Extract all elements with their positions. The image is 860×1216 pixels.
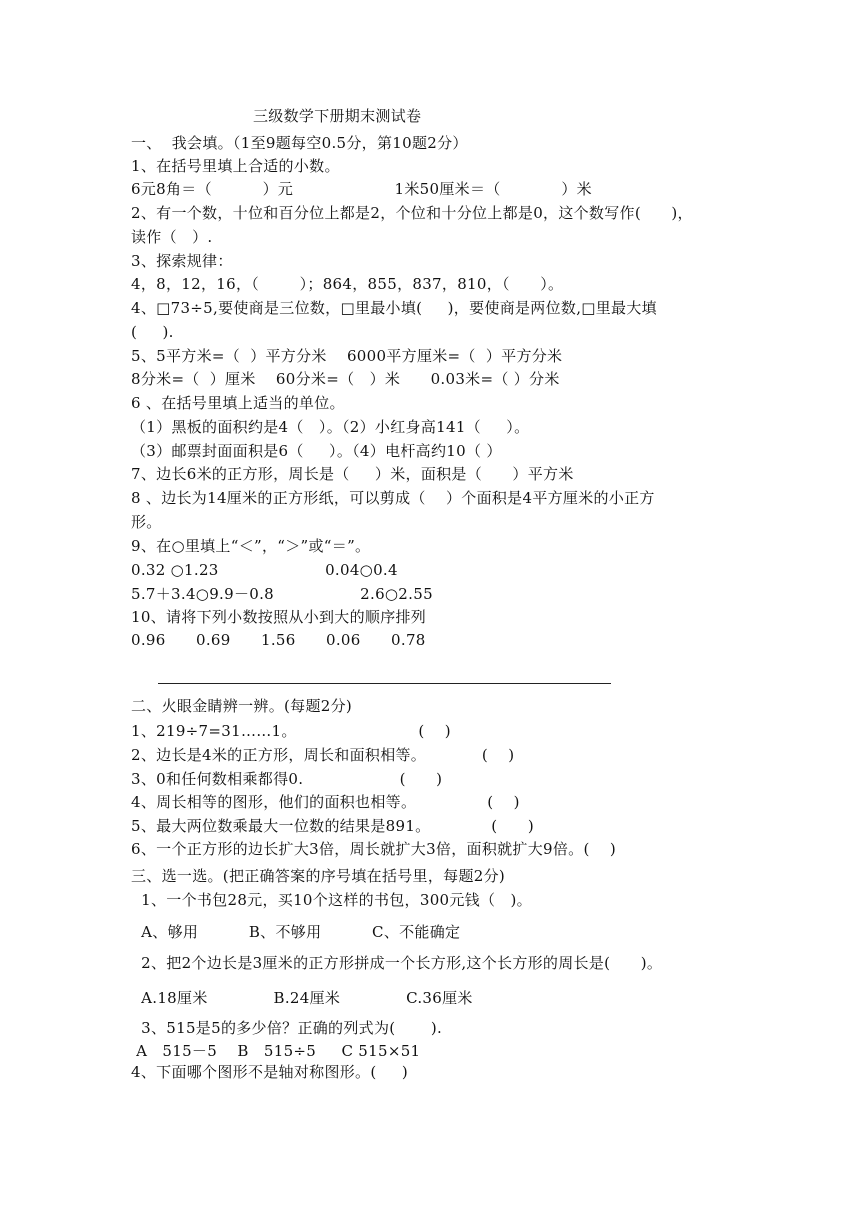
section-3-heading: 三、选一选。(把正确答案的序号填在括号里，每题2分) (131, 867, 506, 885)
judge-item-4: 4、周长相等的图形，他们的面积也相等。 ( ) (131, 793, 520, 811)
q7-text: 7、边长6米的正方形，周长是（ ）米，面积是（ ）平方米 (131, 465, 574, 483)
choice-q1: 1、一个书包28元，买10个这样的书包，300元钱（ )。 (131, 891, 532, 909)
page-title: 三级数学下册期末测试卷 (253, 107, 422, 125)
q1-items: 6元8角＝（ ）元 1米50厘米＝（ ）米 (131, 180, 592, 198)
choice-q3-options: A 515－5 B 515÷5 C 515×51 (131, 1042, 421, 1060)
section-1-heading: 一、 我会填。（1至9题每空0.5分，第10题2分） (131, 134, 468, 152)
q2-text: 2、有一个数，十位和百分位上都是2，个位和十分位上都是0，这个数写作( )， (131, 204, 693, 222)
q8-text: 8 、边长为14厘米的正方形纸，可以剪成（ ）个面积是4平方厘米的小正方 (131, 489, 655, 507)
judge-item-6: 6、一个正方形的边长扩大3倍，周长就扩大3倍，面积就扩大9倍。( ) (131, 840, 617, 858)
q4-text-cont: ( ). (131, 323, 174, 341)
q3-text: 3、探索规律： (131, 252, 233, 270)
q2-text-cont: 读作（ ）. (131, 228, 213, 246)
choice-q2: 2、把2个边长是3厘米的正方形拼成一个长方形,这个长方形的周长是( )。 (131, 954, 663, 972)
q10-items: 0.96 0.69 1.56 0.06 0.78 (131, 631, 426, 649)
q9-item-2: 5.7＋3.4○9.9－0.8 2.6○2.55 (131, 585, 433, 603)
q6-item-1: （1）黑板的面积约是4（ ）。（2）小红身高141（ ）。 (131, 418, 530, 436)
q5-text: 5、5平方米=（ ）平方分米 6000平方厘米=（ ）平方分米 (131, 347, 563, 365)
choice-q4: 4、下面哪个图形不是轴对称图形。( ) (131, 1063, 408, 1081)
q6-text: 6 、在括号里填上适当的单位。 (131, 394, 345, 412)
judge-item-3: 3、0和任何数相乘都得0. ( ) (131, 770, 443, 788)
choice-q1-options: A、够用 B、不够用 C、不能确定 (131, 923, 461, 941)
q1-text: 1、在括号里填上合适的小数。 (131, 157, 340, 175)
section-2-heading: 二、火眼金睛辨一辨。(每题2分) (131, 697, 353, 715)
q9-text: 9、在○里填上“＜”，“＞”或“＝”。 (131, 537, 371, 555)
q3-items: 4，8，12，16，（ ）；864，855，837，810，（ ）。 (131, 275, 564, 293)
q6-item-2: （3）邮票封面面积是6（ ）。（4）电杆高约10（ ） (131, 442, 502, 460)
answer-line (158, 683, 611, 684)
q5-text-cont: 8分米=（ ）厘米 60分米=（ ）米 0.03米=（ ）分米 (131, 370, 560, 388)
choice-q3: 3、515是5的多少倍？正确的列式为( ). (131, 1019, 443, 1037)
judge-item-5: 5、最大两位数乘最大一位数的结果是891。 ( ) (131, 817, 535, 835)
judge-item-2: 2、边长是4米的正方形，周长和面积相等。 ( ) (131, 746, 515, 764)
q4-text: 4、□73÷5,要使商是三位数，□里最小填( )，要使商是两位数,□里最大填 (131, 299, 657, 317)
q10-text: 10、请将下列小数按照从小到大的顺序排列 (131, 608, 427, 626)
q9-item-1: 0.32 ○1.23 0.04○0.4 (131, 561, 398, 579)
q8-text-cont: 形。 (131, 513, 162, 531)
judge-item-1: 1、219÷7=31……1。 ( ) (131, 722, 451, 740)
choice-q2-options: A.18厘米 B.24厘米 C.36厘米 (131, 989, 473, 1007)
